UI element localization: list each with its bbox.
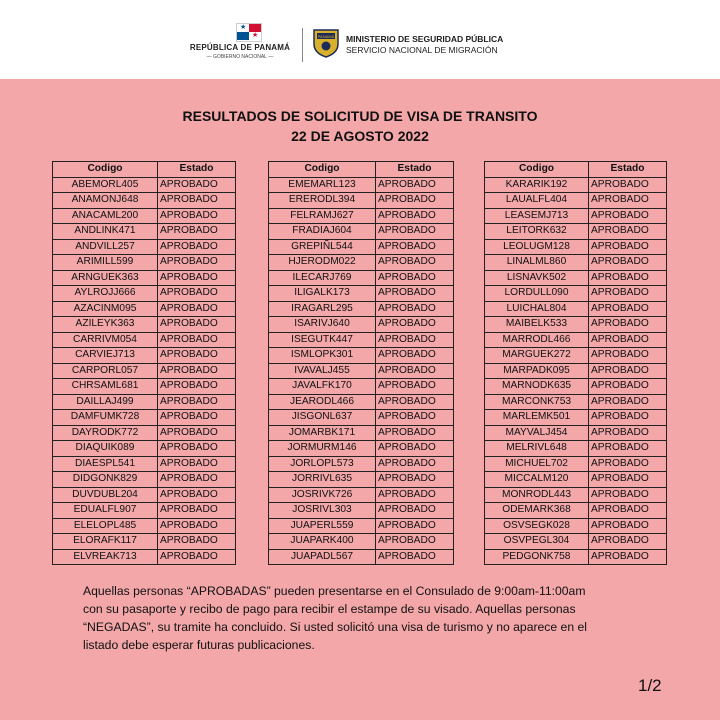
code-cell: KARARIK192 xyxy=(485,177,589,193)
code-cell: LEITORK632 xyxy=(485,224,589,240)
table-row xyxy=(53,177,236,193)
status-cell: APROBADO xyxy=(158,317,236,333)
table-row xyxy=(485,348,667,364)
table-row xyxy=(269,270,454,286)
code-cell: CHRSAML681 xyxy=(53,379,158,395)
code-cell: LAUALFL404 xyxy=(485,193,589,209)
table-row xyxy=(485,425,667,441)
code-cell: MAYVALJ454 xyxy=(485,425,589,441)
ministry-seal-icon xyxy=(311,28,341,58)
status-cell: APROBADO xyxy=(158,549,236,565)
code-cell: LUICHAL804 xyxy=(485,301,589,317)
table-row xyxy=(53,425,236,441)
status-cell: APROBADO xyxy=(589,239,667,255)
table-row xyxy=(269,301,454,317)
status-cell: APROBADO xyxy=(158,410,236,426)
code-cell: LEOLUGM128 xyxy=(485,239,589,255)
code-cell: MAIBELK533 xyxy=(485,317,589,333)
table-row xyxy=(53,239,236,255)
table-row xyxy=(485,394,667,410)
status-cell: APROBADO xyxy=(589,224,667,240)
table-row xyxy=(269,239,454,255)
status-cell: APROBADO xyxy=(376,332,454,348)
code-cell: ELELOPL485 xyxy=(53,518,158,534)
table-row xyxy=(269,363,454,379)
status-cell: APROBADO xyxy=(589,441,667,457)
status-cell: APROBADO xyxy=(158,286,236,302)
note-line: listado debe esperar futuras publicaciones. xyxy=(83,638,315,652)
status-cell: APROBADO xyxy=(376,193,454,209)
status-cell: APROBADO xyxy=(158,518,236,534)
code-cell: ELORAFK117 xyxy=(53,534,158,550)
code-cell: DIAESPL541 xyxy=(53,456,158,472)
code-cell: MARCONK753 xyxy=(485,394,589,410)
code-cell: ARIMILL599 xyxy=(53,255,158,271)
table-row xyxy=(269,410,454,426)
status-cell: APROBADO xyxy=(376,425,454,441)
code-cell: HJERODM022 xyxy=(269,255,376,271)
status-cell: APROBADO xyxy=(158,193,236,209)
code-cell: JOSRIVL303 xyxy=(269,503,376,519)
table-row xyxy=(485,193,667,209)
table-row xyxy=(53,286,236,302)
code-cell: ODEMARK368 xyxy=(485,503,589,519)
ministry-title: MINISTERIO DE SEGURIDAD PÚBLICA xyxy=(346,34,504,44)
table-row xyxy=(269,317,454,333)
code-cell: ISARIVJ640 xyxy=(269,317,376,333)
code-cell: ISEGUTK447 xyxy=(269,332,376,348)
status-cell: APROBADO xyxy=(376,224,454,240)
note-line: con su pasaporte y recibo de pago para recibir el estampe de su visado. Aquellas personas xyxy=(83,602,576,616)
government-title: REPÚBLICA DE PANAMÁ xyxy=(189,43,291,52)
status-cell: APROBADO xyxy=(158,177,236,193)
status-cell: APROBADO xyxy=(158,425,236,441)
status-cell: APROBADO xyxy=(158,363,236,379)
code-cell: CARRIVM054 xyxy=(53,332,158,348)
table-row xyxy=(269,534,454,550)
column-header-estado: Estado xyxy=(158,162,236,178)
svg-text:PANAMÁ: PANAMÁ xyxy=(317,33,335,39)
code-cell: MICCALM120 xyxy=(485,472,589,488)
status-cell: APROBADO xyxy=(376,270,454,286)
status-cell: APROBADO xyxy=(158,472,236,488)
code-cell: ANDLINK471 xyxy=(53,224,158,240)
code-cell: CARVIEJ713 xyxy=(53,348,158,364)
code-cell: JORLOPL573 xyxy=(269,456,376,472)
status-cell: APROBADO xyxy=(376,410,454,426)
table-row xyxy=(269,503,454,519)
status-cell: APROBADO xyxy=(158,270,236,286)
header-divider xyxy=(302,28,303,62)
table-row xyxy=(485,224,667,240)
table-row xyxy=(485,410,667,426)
code-cell: ELVREAK713 xyxy=(53,549,158,565)
code-cell: JEARODL466 xyxy=(269,394,376,410)
status-cell: APROBADO xyxy=(158,534,236,550)
status-cell: APROBADO xyxy=(589,394,667,410)
table-row xyxy=(269,472,454,488)
status-cell: APROBADO xyxy=(376,363,454,379)
status-cell: APROBADO xyxy=(158,224,236,240)
status-cell: APROBADO xyxy=(589,472,667,488)
status-cell: APROBADO xyxy=(376,348,454,364)
code-cell: ANAMONJ648 xyxy=(53,193,158,209)
status-cell: APROBADO xyxy=(376,487,454,503)
table-row xyxy=(53,363,236,379)
code-cell: MARRODL466 xyxy=(485,332,589,348)
status-cell: APROBADO xyxy=(376,441,454,457)
table-row xyxy=(269,441,454,457)
table-row xyxy=(485,487,667,503)
page-header xyxy=(0,0,720,79)
title-date: 22 DE AGOSTO 2022 xyxy=(291,128,429,144)
status-cell: APROBADO xyxy=(376,239,454,255)
status-cell: APROBADO xyxy=(158,239,236,255)
status-cell: APROBADO xyxy=(158,487,236,503)
table-row xyxy=(53,224,236,240)
status-cell: APROBADO xyxy=(589,425,667,441)
status-cell: APROBADO xyxy=(376,317,454,333)
code-cell: JUAPADL567 xyxy=(269,549,376,565)
status-cell: APROBADO xyxy=(589,348,667,364)
table-row xyxy=(53,534,236,550)
code-cell: DIAQUIK089 xyxy=(53,441,158,457)
table-row xyxy=(269,224,454,240)
status-cell: APROBADO xyxy=(589,208,667,224)
table-row xyxy=(485,286,667,302)
status-cell: APROBADO xyxy=(376,286,454,302)
code-cell: ERERODL394 xyxy=(269,193,376,209)
table-row xyxy=(269,208,454,224)
status-cell: APROBADO xyxy=(158,332,236,348)
status-cell: APROBADO xyxy=(376,208,454,224)
code-cell: MARNODK635 xyxy=(485,379,589,395)
column-header-estado: Estado xyxy=(589,162,667,178)
table-row xyxy=(269,177,454,193)
table-row xyxy=(53,394,236,410)
status-cell: APROBADO xyxy=(376,379,454,395)
table-row xyxy=(53,503,236,519)
status-cell: APROBADO xyxy=(376,394,454,410)
status-cell: APROBADO xyxy=(158,394,236,410)
ministry-subtitle: SERVICIO NACIONAL DE MIGRACIÓN xyxy=(346,45,498,55)
table-row xyxy=(269,518,454,534)
code-cell: MELRIVL648 xyxy=(485,441,589,457)
code-cell: DAILLAJ499 xyxy=(53,394,158,410)
status-cell: APROBADO xyxy=(158,456,236,472)
table-row xyxy=(269,394,454,410)
code-cell: JUAPERL559 xyxy=(269,518,376,534)
code-cell: MARPADK095 xyxy=(485,363,589,379)
code-cell: JISGONL637 xyxy=(269,410,376,426)
code-cell: GREPIÑL544 xyxy=(269,239,376,255)
table-row xyxy=(485,518,667,534)
table-row xyxy=(53,456,236,472)
document-title xyxy=(0,106,720,146)
table-row xyxy=(53,487,236,503)
instructions-note xyxy=(83,582,663,654)
code-cell: MARGUEK272 xyxy=(485,348,589,364)
code-cell: DIDGONK829 xyxy=(53,472,158,488)
status-cell: APROBADO xyxy=(589,410,667,426)
status-cell: APROBADO xyxy=(376,177,454,193)
code-cell: LINALML860 xyxy=(485,255,589,271)
table-row xyxy=(485,379,667,395)
code-cell: FELRAMJ627 xyxy=(269,208,376,224)
table-row xyxy=(53,441,236,457)
table-row xyxy=(269,193,454,209)
status-cell: APROBADO xyxy=(376,255,454,271)
code-cell: ANDVILL257 xyxy=(53,239,158,255)
table-row xyxy=(485,255,667,271)
status-cell: APROBADO xyxy=(376,534,454,550)
status-cell: APROBADO xyxy=(376,503,454,519)
note-line: “NEGADAS”, su tramite ha concluido. Si usted solicitó una visa de turismo y no aparece en el xyxy=(83,620,587,634)
table-row xyxy=(485,472,667,488)
table-row xyxy=(269,549,454,565)
code-cell: IVAVALJ455 xyxy=(269,363,376,379)
code-cell: OSVSEGK028 xyxy=(485,518,589,534)
code-cell: JOSRIVK726 xyxy=(269,487,376,503)
code-cell: CARPORL057 xyxy=(53,363,158,379)
status-cell: APROBADO xyxy=(589,301,667,317)
status-cell: APROBADO xyxy=(589,255,667,271)
table-row xyxy=(53,301,236,317)
code-cell: LEASEMJ713 xyxy=(485,208,589,224)
code-cell: DAMFUMK728 xyxy=(53,410,158,426)
code-cell: ILECARJ769 xyxy=(269,270,376,286)
code-cell: JAVALFK170 xyxy=(269,379,376,395)
table-row xyxy=(269,456,454,472)
code-cell: DUVDUBL204 xyxy=(53,487,158,503)
table-row xyxy=(485,503,667,519)
table-row xyxy=(485,317,667,333)
status-cell: APROBADO xyxy=(158,255,236,271)
status-cell: APROBADO xyxy=(589,534,667,550)
status-cell: APROBADO xyxy=(589,518,667,534)
code-cell: AZILEYK363 xyxy=(53,317,158,333)
status-cell: APROBADO xyxy=(158,348,236,364)
table-row xyxy=(53,549,236,565)
status-cell: APROBADO xyxy=(589,456,667,472)
table-row xyxy=(485,363,667,379)
table-row xyxy=(53,379,236,395)
status-cell: APROBADO xyxy=(589,503,667,519)
page-indicator: 1/2 xyxy=(638,676,662,695)
status-cell: APROBADO xyxy=(589,487,667,503)
code-cell: JUAPARK400 xyxy=(269,534,376,550)
code-cell: ANACAML200 xyxy=(53,208,158,224)
status-cell: APROBADO xyxy=(158,379,236,395)
status-cell: APROBADO xyxy=(376,549,454,565)
code-cell: AZACINM095 xyxy=(53,301,158,317)
table-row xyxy=(485,441,667,457)
status-cell: APROBADO xyxy=(589,363,667,379)
status-cell: APROBADO xyxy=(589,270,667,286)
code-cell: EMEMARL123 xyxy=(269,177,376,193)
table-row xyxy=(53,348,236,364)
table-row xyxy=(269,255,454,271)
table-row xyxy=(53,472,236,488)
status-cell: APROBADO xyxy=(158,301,236,317)
note-line: Aquellas personas “APROBADAS” pueden presentarse en el Consulado de 9:00am-11:00am xyxy=(83,584,586,598)
table-row xyxy=(485,177,667,193)
status-cell: APROBADO xyxy=(589,193,667,209)
results-table-2 xyxy=(268,161,454,565)
status-cell: APROBADO xyxy=(589,317,667,333)
status-cell: APROBADO xyxy=(589,332,667,348)
table-row xyxy=(53,410,236,426)
table-row xyxy=(485,549,667,565)
table-row xyxy=(269,379,454,395)
status-cell: APROBADO xyxy=(158,208,236,224)
table-row xyxy=(269,286,454,302)
code-cell: EDUALFL907 xyxy=(53,503,158,519)
status-cell: APROBADO xyxy=(376,301,454,317)
column-header-codigo: Codigo xyxy=(53,162,158,178)
code-cell: LISNAVK502 xyxy=(485,270,589,286)
code-cell: MONRODL443 xyxy=(485,487,589,503)
table-row xyxy=(53,317,236,333)
status-cell: APROBADO xyxy=(589,379,667,395)
status-cell: APROBADO xyxy=(589,286,667,302)
code-cell: ILIGALK173 xyxy=(269,286,376,302)
code-cell: DAYRODK772 xyxy=(53,425,158,441)
status-cell: APROBADO xyxy=(589,549,667,565)
status-cell: APROBADO xyxy=(158,503,236,519)
table-row xyxy=(269,487,454,503)
column-header-estado: Estado xyxy=(376,162,454,178)
code-cell: OSVPEGL304 xyxy=(485,534,589,550)
code-cell: ABEMORL405 xyxy=(53,177,158,193)
results-table-1 xyxy=(52,161,236,565)
table-row xyxy=(53,270,236,286)
table-row xyxy=(269,332,454,348)
code-cell: MICHUEL702 xyxy=(485,456,589,472)
status-cell: APROBADO xyxy=(376,472,454,488)
code-cell: JORMURM146 xyxy=(269,441,376,457)
table-row xyxy=(269,348,454,364)
table-row xyxy=(485,208,667,224)
code-cell: LORDULL090 xyxy=(485,286,589,302)
table-row xyxy=(53,193,236,209)
panama-flag-icon: ★ ★ xyxy=(236,23,262,42)
column-header-codigo: Codigo xyxy=(269,162,376,178)
column-header-codigo: Codigo xyxy=(485,162,589,178)
code-cell: FRADIAJ604 xyxy=(269,224,376,240)
table-row xyxy=(53,332,236,348)
table-row xyxy=(485,456,667,472)
results-table-3 xyxy=(484,161,667,565)
code-cell: PEDGONK758 xyxy=(485,549,589,565)
table-row xyxy=(485,534,667,550)
code-cell: AYLROJJ666 xyxy=(53,286,158,302)
code-cell: JORRIVL635 xyxy=(269,472,376,488)
status-cell: APROBADO xyxy=(376,518,454,534)
code-cell: MARLEMK501 xyxy=(485,410,589,426)
code-cell: ARNGUEK363 xyxy=(53,270,158,286)
code-cell: IRAGARL295 xyxy=(269,301,376,317)
table-row xyxy=(485,301,667,317)
title-line-1: RESULTADOS DE SOLICITUD DE VISA DE TRANSITO xyxy=(182,108,538,124)
table-row xyxy=(485,332,667,348)
government-subtitle: — GOBIERNO NACIONAL — xyxy=(206,54,274,60)
table-row xyxy=(269,425,454,441)
table-row xyxy=(53,208,236,224)
code-cell: ISMLOPK301 xyxy=(269,348,376,364)
status-cell: APROBADO xyxy=(376,456,454,472)
status-cell: APROBADO xyxy=(158,441,236,457)
table-row xyxy=(485,239,667,255)
table-row xyxy=(53,255,236,271)
table-row xyxy=(485,270,667,286)
status-cell: APROBADO xyxy=(589,177,667,193)
code-cell: JOMARBK171 xyxy=(269,425,376,441)
table-row xyxy=(53,518,236,534)
